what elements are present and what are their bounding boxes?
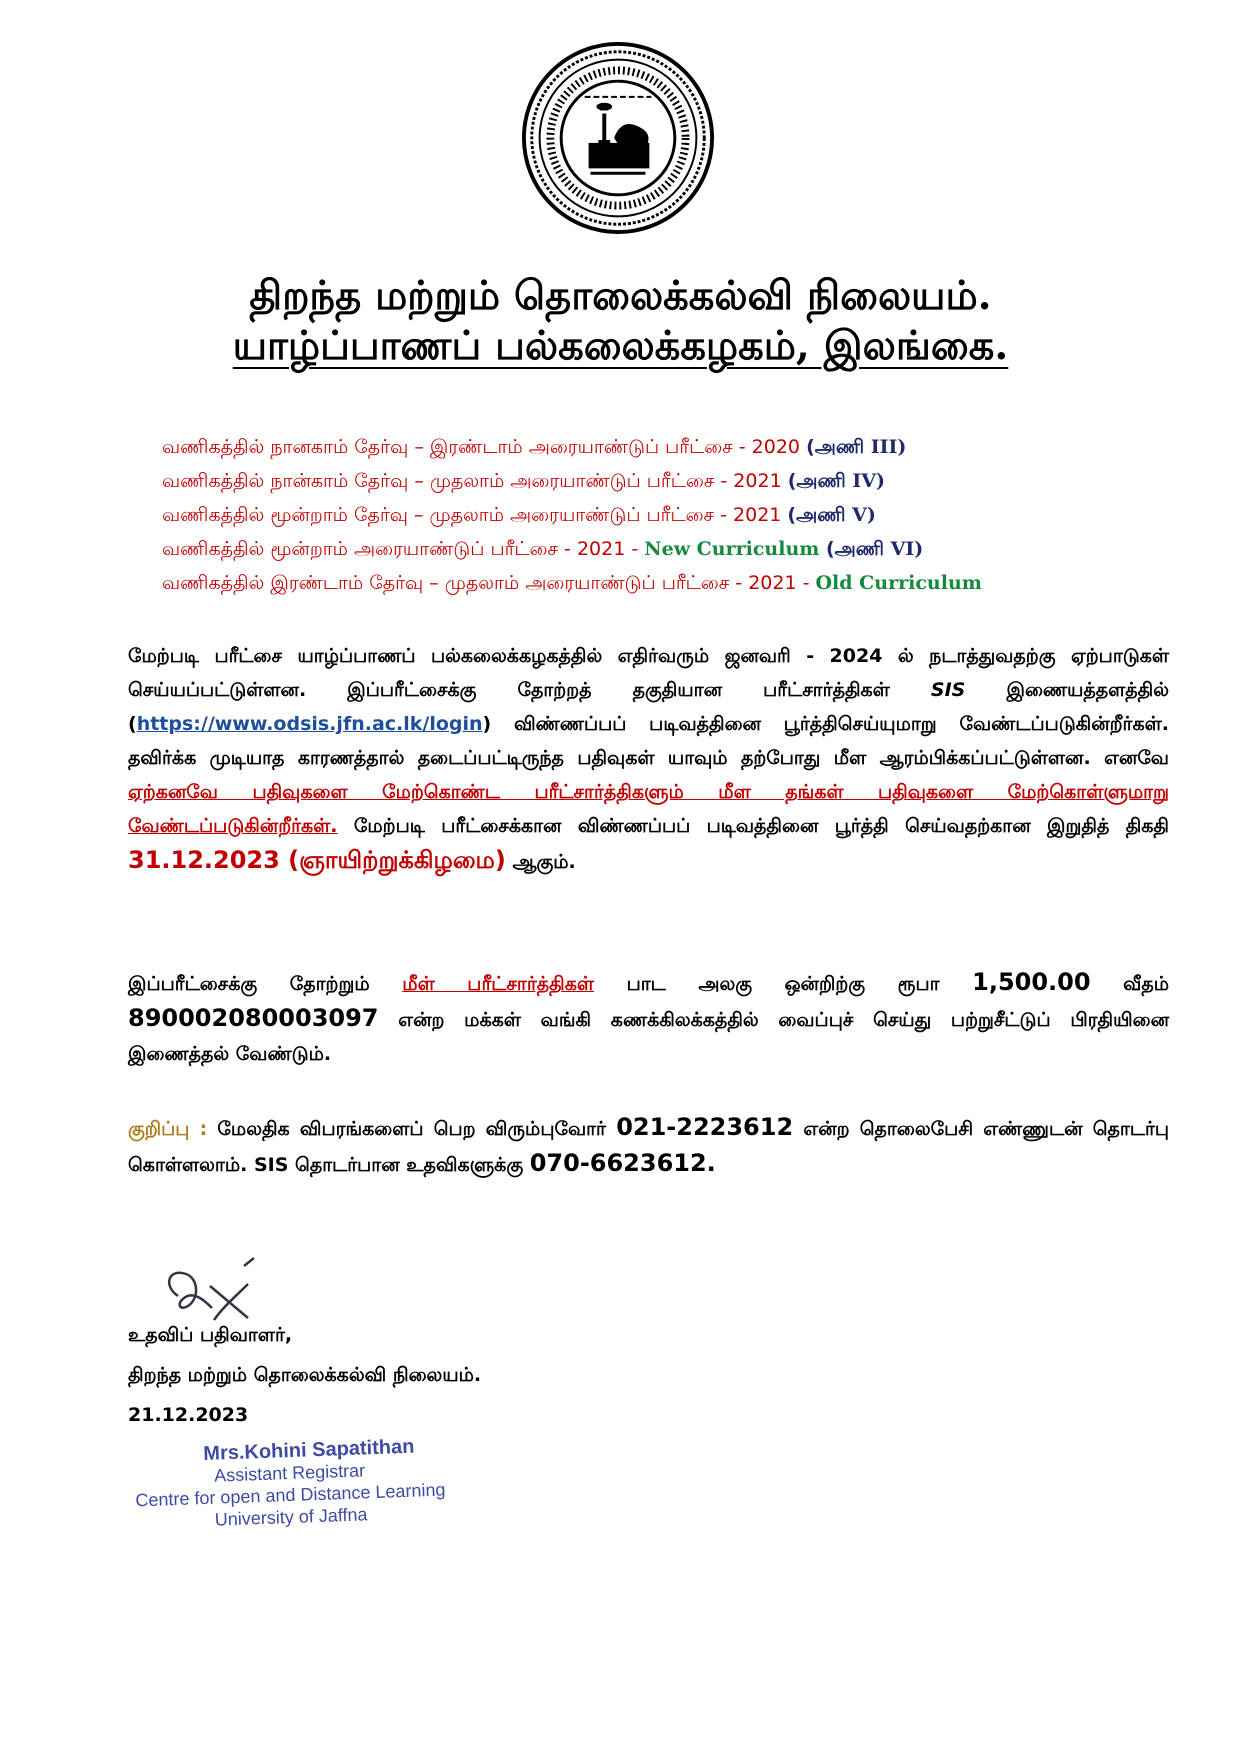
note-label: குறிப்பு :: [128, 1118, 218, 1140]
signatory-role: உதவிப் பதிவாளர்,: [128, 1324, 293, 1346]
sis-label: SIS: [930, 679, 966, 701]
payment-paragraph: இப்பரீட்சைக்கு தோற்றும் மீள் பரீட்சார்த்திகள் பாட அலகு ஒன்றிற்கு ரூபா 1,500.00 வீதம் 890002080003097 என்ற மக்கள் வங்கி கணக்கிலக்கத்தில் வைப்புச் செய்து பற்றுசீட்டுப் பிரதியினை இணைத்தல் வேண்டும்.: [128, 968, 1170, 1065]
re-register-notice: ஏற்கனவே பதிவுகளை மேற்கொண்ட பரீட்சார்த்திகளும் மீள தங்கள் பதிவுகளை மேற்கொள்ளுமாறு வேண்டப்படுகின்றீர்கள்.: [128, 781, 1169, 837]
stamp-university: University of Jaffna: [214, 1504, 368, 1530]
account-number: 890002080003097: [128, 1004, 379, 1032]
exam-item: வணிகத்தில் மூன்றாம் அரையாண்டுப் பரீட்சை - 2021 - New Curriculum (அணி VI): [162, 538, 924, 560]
phone-number: 021-2223612: [616, 1113, 794, 1141]
exam-item: வணிகத்தில் இரண்டாம் தேர்வு – முதலாம் அரையாண்டுப் பரீட்சை - 2021 - Old Curriculum: [162, 572, 982, 594]
page-subtitle: யாழ்ப்பாணப் பல்கலைக்கழகம், இலங்கை.: [232, 322, 1009, 369]
note-paragraph: குறிப்பு : மேலதிக விபரங்களைப் பெற விரும்புவோர் 021-2223612 என்ற தொலைபேசி எண்ணுடன் தொடர்பு கொள்ளலாம். SIS தொடர்பான உதவிகளுக்கு 070-6623612.: [128, 1113, 1170, 1177]
exam-item: வணிகத்தில் நானகாம் தேர்வு – இரண்டாம் அரையாண்டுப் பரீட்சை - 2020 (அணி III): [162, 436, 907, 458]
stamp-name: Mrs.Kohini Sapatithan: [202, 1435, 415, 1465]
signature-date: 21.12.2023: [128, 1404, 249, 1426]
official-stamp: [129, 1434, 452, 1533]
exam-list: [162, 430, 1162, 600]
deadline-date: 31.12.2023 (ஞாயிற்றுக்கிழமை): [128, 846, 506, 874]
sis-phone-number: 070-6623612.: [529, 1149, 716, 1177]
sis-login-link[interactable]: https://www.odsis.jfn.ac.lk/login: [136, 713, 483, 735]
page-title: திறந்த மற்றும் தொலைக்கல்வி நிலையம்.: [249, 272, 992, 319]
fee-amount: 1,500.00: [972, 968, 1091, 996]
repeat-candidates-label: மீள் பரீட்சார்த்திகள்: [402, 973, 594, 995]
signatory-centre: திறந்த மற்றும் தொலைக்கல்வி நிலையம்.: [128, 1364, 482, 1386]
exam-item: வணிகத்தில் நான்காம் தேர்வு – முதலாம் அரையாண்டுப் பரீட்சை - 2021 (அணி IV): [162, 470, 886, 492]
exam-item: வணிகத்தில் மூன்றாம் தேர்வு – முதலாம் அரையாண்டுப் பரீட்சை - 2021 (அணி V): [162, 504, 876, 526]
signature-mark-icon: [158, 1256, 268, 1326]
stamp-role: Assistant Registrar: [213, 1460, 366, 1486]
registration-paragraph: மேற்படி பரீட்சை யாழ்ப்பாணப் பல்கலைக்கழகத்தில் எதிர்வரும் ஜனவரி - 2024 ல் நடாத்துவதற்கு ஏற்பாடுகள் செய்யப்பட்டுள்ளன. இப்பரீட்சைக்கு தோற்றத் தகுதியான பரீட்சார்த்திகள் SIS இணையத்தளத்தில் (https://www.odsis.jfn.ac.lk/login) விண்ணப்பப் படிவத்தினை பூர்த்திசெய்யுமாறு வேண்டப்படுகின்றீர்கள். தவிர்க்க முடியாத காரணத்தால் தடைப்பட்டிருந்த பதிவுகள் யாவும் தற்போது மீள ஆரம்பிக்கப்பட்டுள்ளன. எனவே ஏற்கனவே பதிவுகளை மேற்கொண்ட பரீட்சார்த்திகளும் மீள தங்கள் பதிவுகளை மேற்கொள்ளுமாறு வேண்டப்படுகின்றீர்கள். மேற்படி பரீட்சைக்கான விண்ணப்பப் படிவத்தினை பூர்த்தி செய்வதற்கான இறுதித் திகதி 31.12.2023 (ஞாயிற்றுக்கிழமை) ஆகும்.: [128, 645, 1170, 874]
stamp-centre: Centre for open and Distance Learning: [135, 1479, 446, 1511]
university-seal-icon: [520, 40, 716, 236]
